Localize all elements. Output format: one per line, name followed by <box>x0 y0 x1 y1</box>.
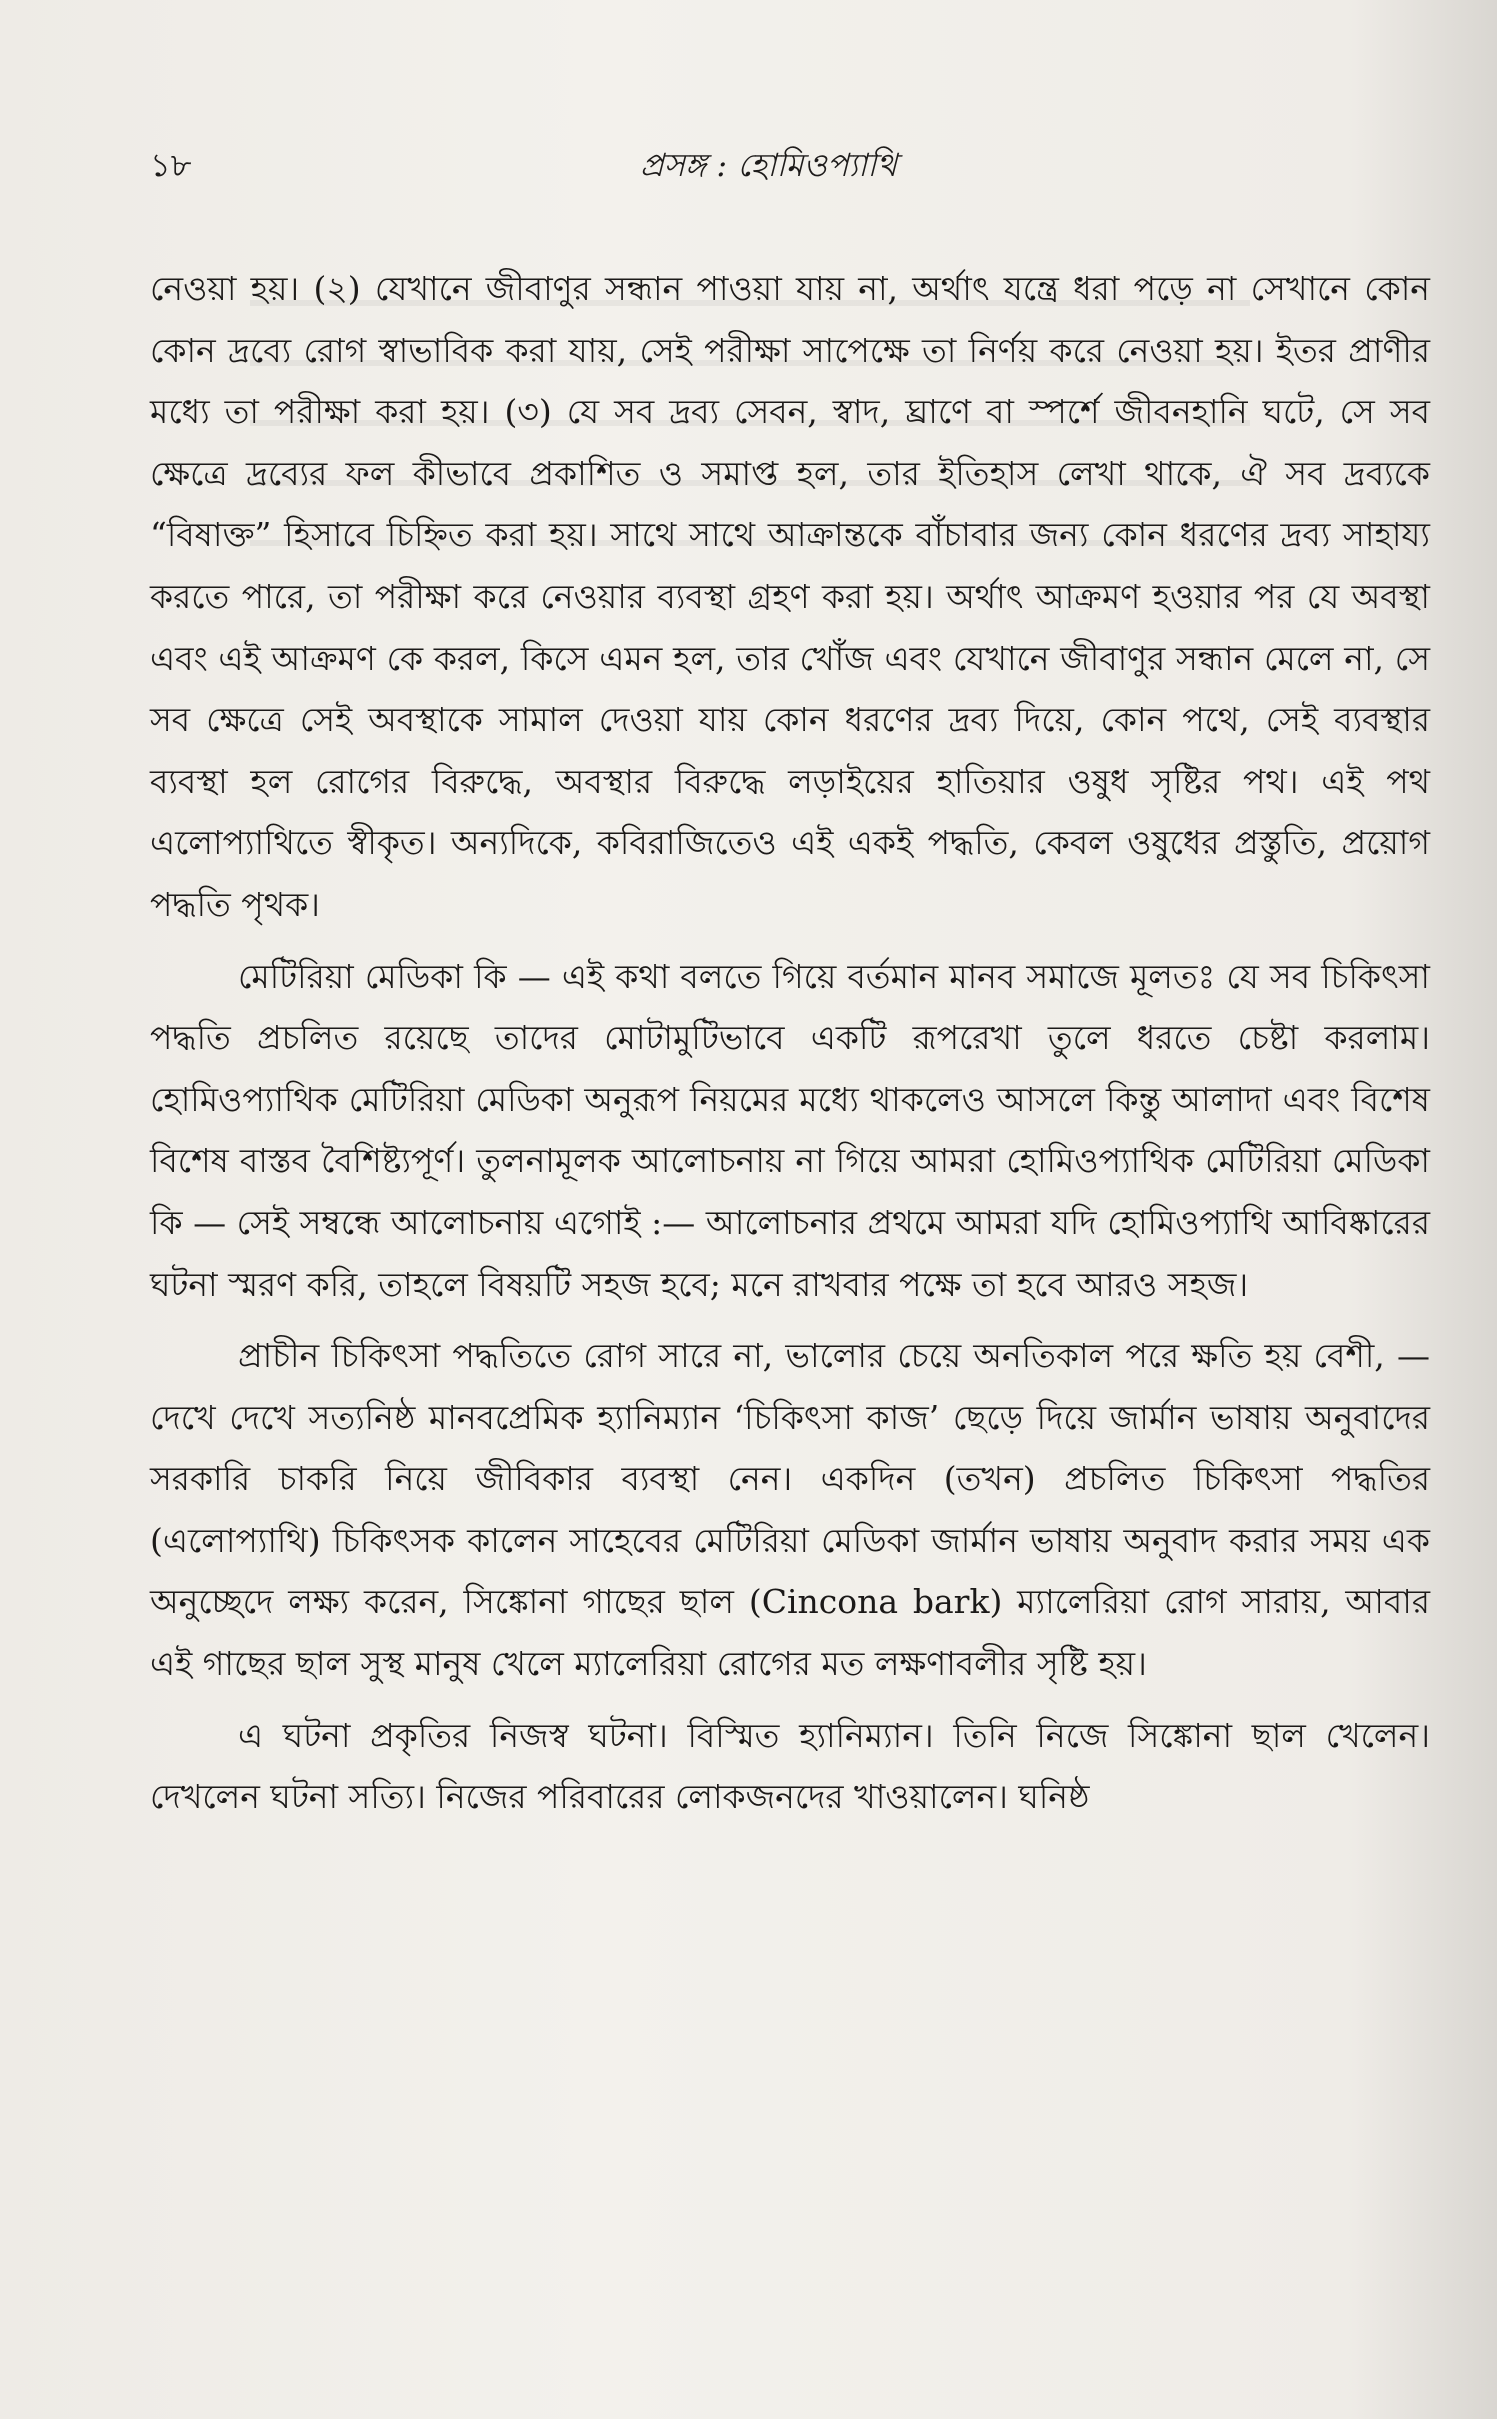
paragraph-1: নেওয়া হয়। (২) যেখানে জীবাণুর সন্ধান পাওয়া যায় না, অর্থাৎ যন্ত্রে ধরা পড়ে না সেখানে কোন কোন দ্রব্যে রোগ স্বাভাবিক করা যায়, সেই পরীক্ষা সাপেক্ষে তা নির্ণয় করে নেওয়া হয়। ইতর প্রাণীর মধ্যে তা পরীক্ষা করা হয়। (৩) যে সব দ্রব্য সেবন, স্বাদ, ঘ্রাণে বা স্পর্শে জীবনহানি ঘটে, সে সব ক্ষেত্রে দ্রব্যের ফল কীভাবে প্রকাশিত ও সমাপ্ত হল, তার ইতিহাস লেখা থাকে, ঐ সব দ্রব্যকে “বিষাক্ত” হিসাবে চিহ্নিত করা হয়। সাথে সাথে আক্রান্তকে বাঁচাবার জন্য কোন ধরণের দ্রব্য সাহায্য করতে পারে, তা পরীক্ষা করে নেওয়ার ব্যবস্থা গ্রহণ করা হয়। অর্থাৎ আক্রমণ হওয়ার পর যে অবস্থা এবং এই আক্রমণ কে করল, কিসে এমন হল, তার খোঁজ এবং যেখানে জীবাণুর সন্ধান মেলে না, সে সব ক্ষেত্রে সেই অবস্থাকে সামাল দেওয়া যায় কোন ধরণের দ্রব্য দিয়ে, কোন পথে, সেই ব্যবস্থার ব্যবস্থা হল রোগের বিরুদ্ধে, অবস্থার বিরুদ্ধে লড়াইয়ের হাতিয়ার ওষুধ সৃষ্টির পথ। এই পথ এলোপ্যাথিতে স্বীকৃত। অন্যদিকে, কবিরাজিতেও এই একই পদ্ধতি, কেবল ওষুধের প্রস্তুতি, প্রয়োগ পদ্ধতি পৃথক। <box>150 269 1430 924</box>
paragraph-4: এ ঘটনা প্রকৃতির নিজস্ব ঘটনা। বিস্মিত হ্যানিম্যান। তিনি নিজে সিঙ্কোনা ছাল খেলেন। দেখলেন ঘটনা সত্যি। নিজের পরিবারের লোকজনদের খাওয়ালেন। ঘনিষ্ঠ <box>150 1715 1430 1817</box>
body-text <box>150 258 1430 1828</box>
page-number: ১৮ <box>150 146 192 184</box>
running-header <box>150 140 1437 190</box>
running-title: প্রসঙ্গ : হোমিওপ্যাথি <box>640 146 898 184</box>
paragraph-2: মেটিরিয়া মেডিকা কি — এই কথা বলতে গিয়ে বর্তমান মানব সমাজে মূলতঃ যে সব চিকিৎসা পদ্ধতি প্রচলিত রয়েছে তাদের মোটামুটিভাবে একটি রূপরেখা তুলে ধরতে চেষ্টা করলাম। হোমিওপ্যাথিক মেটিরিয়া মেডিকা অনুরূপ নিয়মের মধ্যে থাকলেও আসলে কিন্তু আলাদা এবং বিশেষ বিশেষ বাস্তব বৈশিষ্ট্যপূর্ণ। তুলনামূলক আলোচনায় না গিয়ে আমরা হোমিওপ্যাথিক মেটিরিয়া মেডিকা কি — সেই সম্বন্ধে আলোচনায় এগোই :— আলোচনার প্রথমে আমরা যদি হোমিওপ্যাথি আবিষ্কারের ঘটনা স্মরণ করি, তাহলে বিষয়টি সহজ হবে; মনে রাখবার পক্ষে তা হবে আরও সহজ। <box>150 956 1430 1304</box>
paragraph-3: প্রাচীন চিকিৎসা পদ্ধতিতে রোগ সারে না, ভালোর চেয়ে অনতিকাল পরে ক্ষতি হয় বেশী, — দেখে দেখে সত্যনিষ্ঠ মানবপ্রেমিক হ্যানিম্যান ‘চিকিৎসা কাজ’ ছেড়ে দিয়ে জার্মান ভাষায় অনুবাদের সরকারি চাকরি নিয়ে জীবিকার ব্যবস্থা নেন। একদিন (তখন) প্রচলিত চিকিৎসা পদ্ধতির (এলোপ্যাথি) চিকিৎসক কালেন সাহেবের মেটিরিয়া মেডিকা জার্মান ভাষায় অনুবাদ করার সময় এক অনুচ্ছেদে লক্ষ্য করেন, সিঙ্কোনা গাছের ছাল (Cincona bark) ম্যালেরিয়া রোগ সারায়, আবার এই গাছের ছাল সুস্থ মানুষ খেলে ম্যালেরিয়া রোগের মত লক্ষণাবলীর সৃষ্টি হয়। <box>150 1336 1430 1684</box>
